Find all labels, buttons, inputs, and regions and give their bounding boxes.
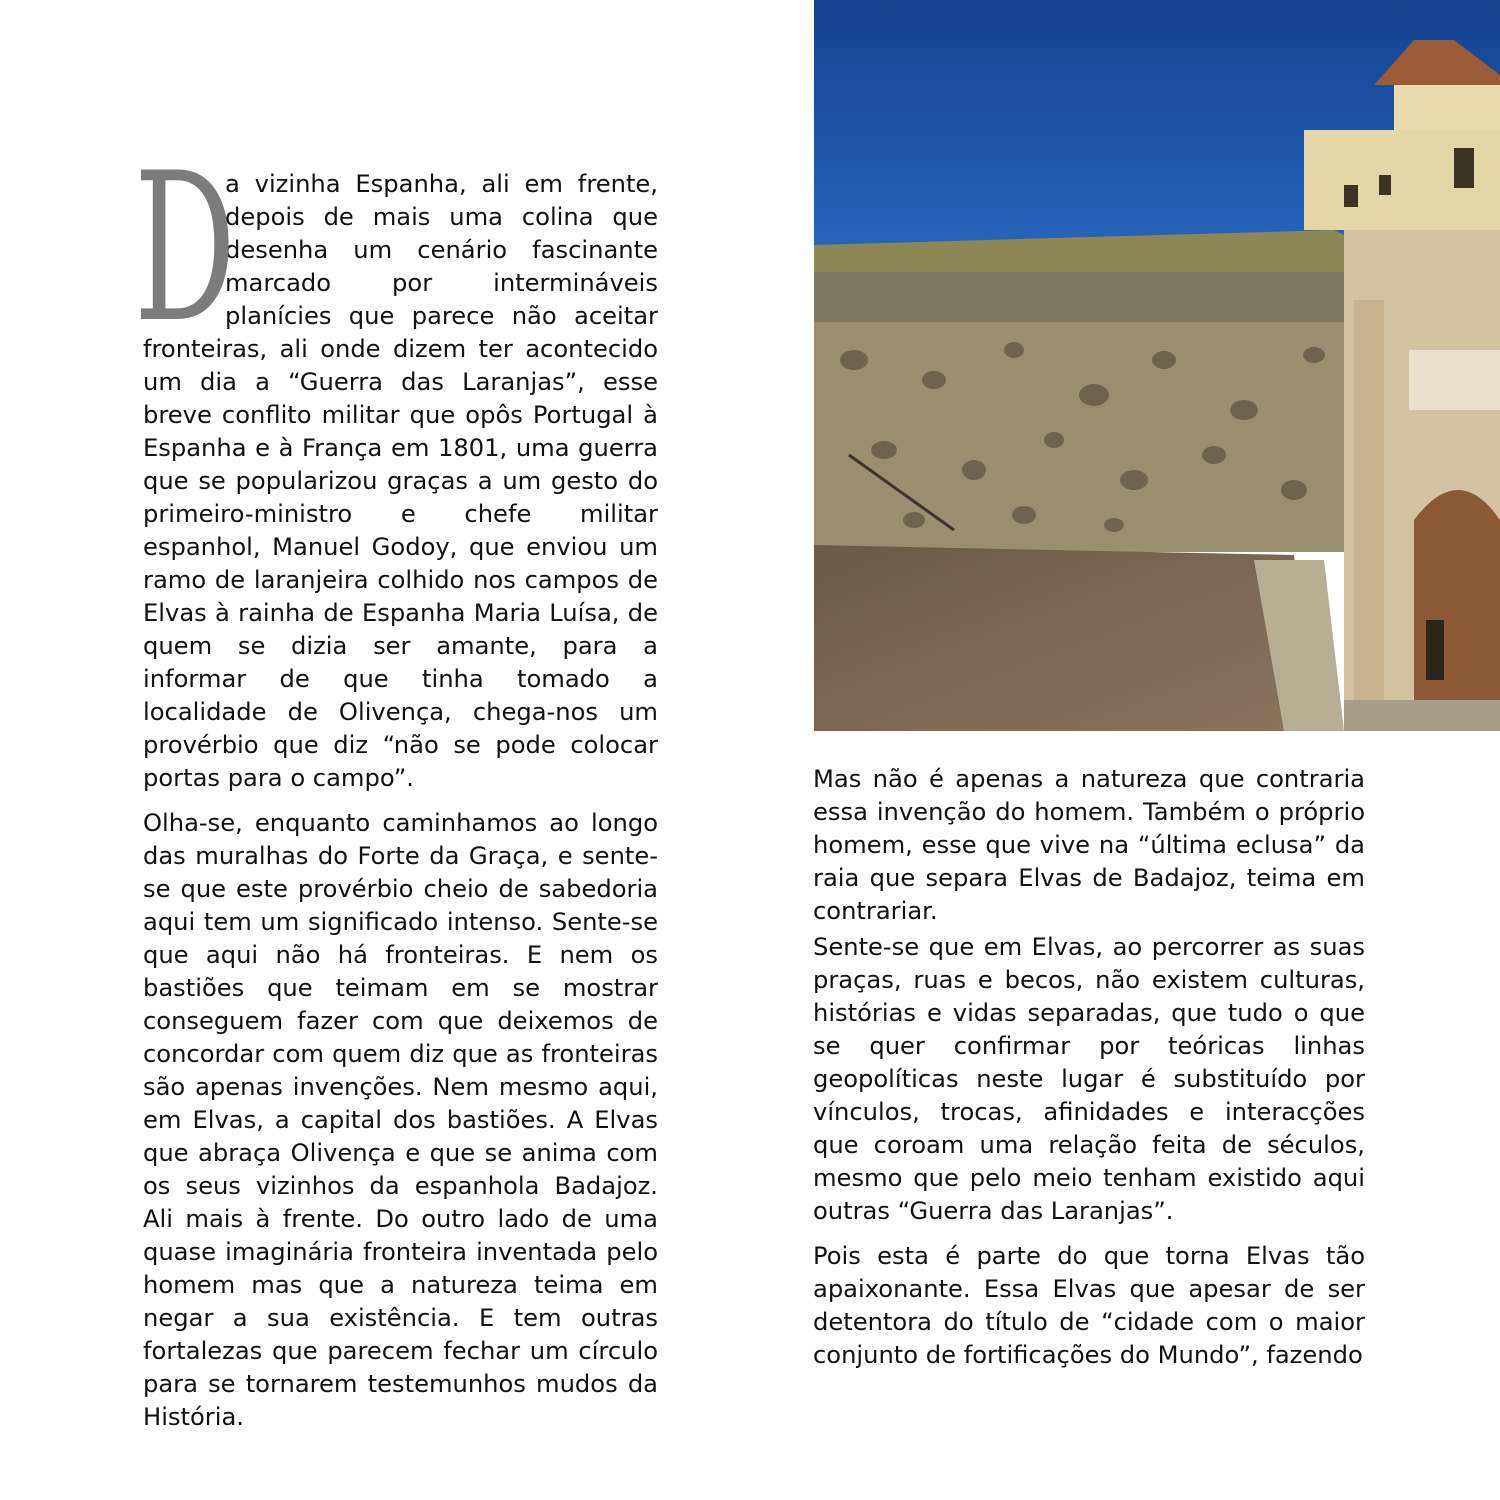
paragraph-culturas: Sente-se que em Elvas, ao percorrer as suas praças, ruas e becos, não existem culturas, histórias e vidas separadas, que tudo o que se quer confirmar por teóricas linhas geopolíticas neste lugar é substituído por vínculos, trocas, afinidades e interacções que coroam uma relação feita de séculos, mesmo que pelo meio tenham existido aqui outras “Guerra das Laranjas”. xyxy=(813,933,1365,1225)
palace-window xyxy=(1379,175,1391,195)
paragraph-intro-text: a vizinha Espanha, ali em frente, depois de mais uma colina que desenha um cenário fascinante marcado por intermináveis planícies que parece não aceitar fronteiras, ali onde dizem ter acontecido um dia a “Guerra das Laranjas”, esse breve conflito militar que opôs Portugal à Espanha e à França em 1801, uma guerra que se popularizou graças a um gesto do primeiro-ministro e chefe militar espanhol, Manuel Godoy, que enviou um ramo de laranjeira colhido nos campos de Elvas à rainha de Espanha Maria Luísa, de quem se dizia ser amante, para a informar de que tinha tomado a localidade de Olivença, chega-nos um provérbio que diz “não se pode colocar portas para o campo”. xyxy=(143,170,658,792)
dropcap-container xyxy=(134,130,236,368)
palace-tower xyxy=(1394,85,1500,130)
ground xyxy=(1344,700,1500,731)
fort-illustration xyxy=(814,0,1500,731)
palace-window xyxy=(1454,148,1474,188)
paragraph-natureza: Mas não é apenas a natureza que contraria essa invenção do homem. Também o próprio homem, esse que vive na “última eclusa” da raia que separa Elvas de Badajoz, teima em contrariar. xyxy=(813,765,1365,925)
gate-door-opening xyxy=(1426,620,1444,680)
dropcap-letter: D xyxy=(134,130,236,368)
paragraph-apaixonante: Pois esta é parte do que torna Elvas tão apaixonante. Essa Elvas que apesar de ser detentora do título de “cidade com o maior conjunto de fortificações do Mundo”, fazendo xyxy=(813,1242,1365,1369)
left-column xyxy=(134,130,658,1446)
ramp xyxy=(814,545,1314,731)
upper-wall xyxy=(814,272,1374,322)
gate-pillar xyxy=(1354,300,1384,700)
fort-photo xyxy=(814,0,1500,731)
paragraph-forte-da-graca: Olha-se, enquanto caminhamos ao longo das muralhas do Forte da Graça, e sente-se que este provérbio cheio de sabedoria aqui tem um significado intenso. Sente-se que aqui não há fronteiras. E nem os bastiões que teimam em se mostrar conseguem fazer com que deixemos de concordar com quem diz que as fronteiras são apenas invenções. Nem mesmo aqui, em Elvas, a capital dos bastiões. A Elvas que abraça Olivença e que se anima com os seus vizinhos da espanhola Badajoz. Ali mais à frente. Do outro lado de uma quase imaginária fronteira inventada pelo homem mas que a natureza teima em negar a sua existência. E tem outras fortalezas que parecem fechar um círculo para se tornarem testemunhos mudos da História. xyxy=(143,809,658,1431)
gate-plaque xyxy=(1409,350,1500,410)
paragraph-intro xyxy=(134,130,658,795)
right-column xyxy=(813,763,1365,1384)
palace-window xyxy=(1344,185,1358,207)
stone-wall xyxy=(814,322,1374,552)
